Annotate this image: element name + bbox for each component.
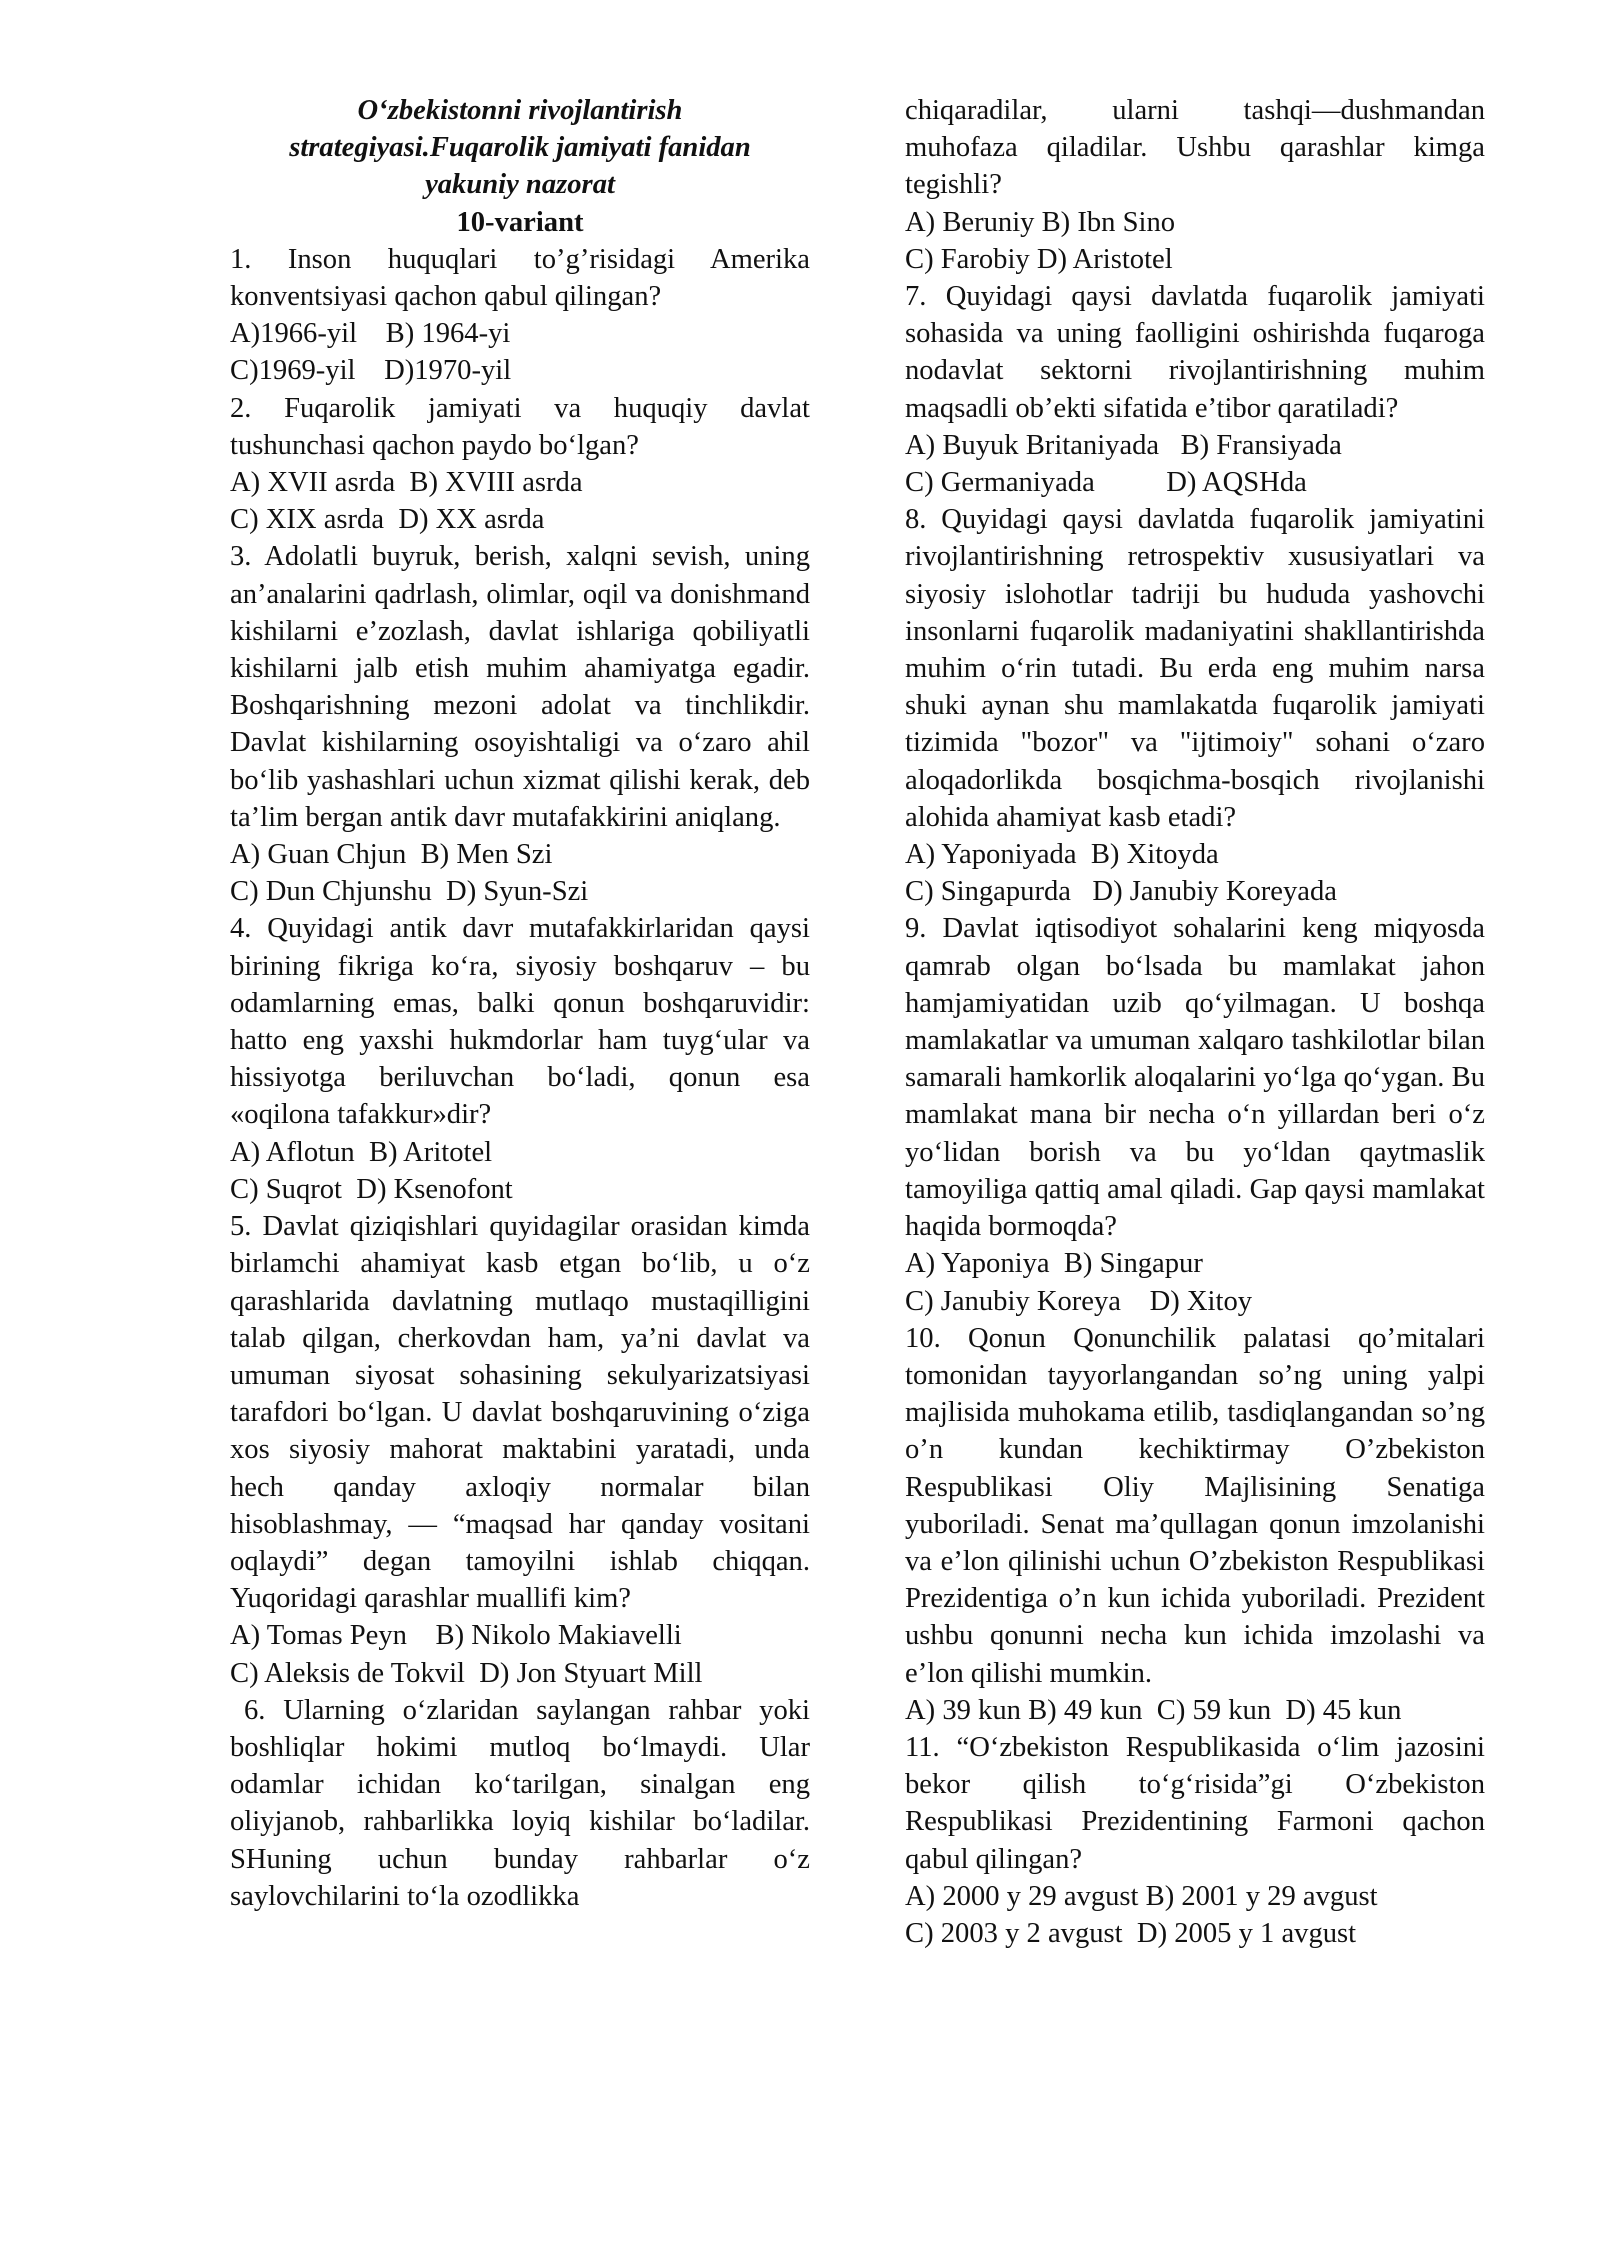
question-2-options-a-b: A) XVII asrda B) XVIII asrda bbox=[230, 467, 583, 499]
question-7-text: 7. Quyidagi qaysi davlatda fuqarolik jamiyati sohasida va uning faolligini oshirishda fuqaroga nodavlat sektorni rivojlantirishning muhim maqsadli ob’ekti sifatida e’tibor qaratiladi? bbox=[905, 281, 1485, 424]
question-8-options-c-d: C) Singapurda D) Janubiy Koreyada bbox=[905, 876, 1337, 908]
question-1-options-c-d: C)1969-yil D)1970-yil bbox=[230, 355, 512, 387]
question-10-options: A) 39 kun B) 49 kun C) 59 kun D) 45 kun bbox=[905, 1694, 1402, 1726]
question-4-options-a-b: A) Aflotun B) Aritotel bbox=[230, 1136, 493, 1168]
question-8-options-a-b: A) Yaponiyada B) Xitoyda bbox=[905, 839, 1219, 871]
left-column bbox=[230, 92, 810, 1915]
question-7-options-a-b: A) Buyuk Britaniyada B) Fransiyada bbox=[905, 429, 1342, 461]
question-11-options-a-b: A) 2000 y 29 avgust B) 2001 y 29 avgust bbox=[905, 1880, 1378, 1912]
question-3-text: 3. Adolatli buyruk, berish, xalqni sevish, uning an’analarini qadrlash, olimlar, oqil va donishmand kishilarni e’zozlash, davlat ishlariga qobiliyatli kishilarni jalb etish muhim ahamiyatga egadir. Boshqarishning mezoni adolat va tinchlikdir. Davlat kishilarning osoyishtaligi va o‘zaro ahil bo‘lib yashashlari uchun xizmat qilishi kerak, deb ta’lim bergan antik davr mutafakkirini aniqlang. bbox=[230, 541, 810, 833]
question-5-options-a-b: A) Tomas Peyn B) Nikolo Makiavelli bbox=[230, 1620, 682, 1652]
question-9-text: 9. Davlat iqtisodiyot sohalarini keng miqyosda qamrab olgan bo‘lsada bu mamlakat jahon hamjamiyatidan uzib qo‘yilmagan. U boshqa mamlakatlar va umuman xalqaro tashkilotlar bilan samarali hamkorlik aloqalarini yo‘lga qo‘ygan. Bu mamlakat mana bir necha o‘n yillardan beri o‘z yo‘lidan borish va bu yo‘ldan qaytmaslik tamoyiliga qattiq amal qiladi. Gap qaysi mamlakat haqida bormoqda? bbox=[905, 913, 1485, 1243]
question-10-text: 10. Qonun Qonunchilik palatasi qo’mitalari tomonidan tayyorlangandan so’ng uning yalpi majlisida muhokama etilib, tasdiqlangandan so’ng o’n kundan kechiktirmay O’zbekiston Respublikasi Oliy Majlisining Senatiga yuboriladi. Senat ma’qullagan qonun imzolanishi va e’lon qilinishi uchun O’zbekiston Respublikasi Prezidentiga o’n kun ichida yuboriladi. Prezident ushbu qonunni necha kun ichida imzolashi va e’lon qilishi mumkin. bbox=[905, 1322, 1485, 1689]
title-line-3: yakuniy nazorat bbox=[425, 169, 615, 201]
question-4-options-c-d: C) Suqrot D) Ksenofont bbox=[230, 1173, 513, 1205]
question-2-text: 2. Fuqarolik jamiyati va huquqiy davlat tushunchasi qachon paydo bo‘lgan? bbox=[230, 392, 810, 461]
question-6-options-c-d: C) Farobiy D) Aristotel bbox=[905, 243, 1173, 275]
question-1-options-a-b: A)1966-yil B) 1964-yi bbox=[230, 318, 511, 350]
question-5-options-c-d: C) Aleksis de Tokvil D) Jon Styuart Mill bbox=[230, 1657, 703, 1689]
question-6-text-part-1: 6. Ularning o‘zlaridan saylangan rahbar yoki boshliqlar hokimi mutloq bo‘lmaydi. Ular odamlar ichidan ko‘tarilgan, sinalgan eng oliyjanob, rahbarlikka loyiq kishilar bo‘ladilar. SHuning uchun bunday rahbarlar o‘z saylovchilarini to‘la ozodlikka bbox=[230, 1694, 810, 1912]
question-9-options-c-d: C) Janubiy Koreya D) Xitoy bbox=[905, 1285, 1253, 1317]
title-line-2: strategiyasi.Fuqarolik jamiyati fanidan bbox=[289, 132, 751, 164]
question-6-options-a-b: A) Beruniy B) Ibn Sino bbox=[905, 206, 1176, 238]
question-8-text: 8. Quyidagi qaysi davlatda fuqarolik jamiyatini rivojlantirishning retrospektiv xususiyatlari va siyosiy islohotlar tadriji bu hududa yashovchi insonlarni fuqarolik madaniyatini shakllantirishda muhim o‘rin tutadi. Bu erda eng muhim narsa shuki aynan shu mamlakatda fuqarolik jamiyati tizimida "bozor" va "ijtimoiy" sohani o‘zaro aloqadorlikda bosqichma-bosqich rivojlanishi alohida ahamiyat kasb etadi? bbox=[905, 504, 1485, 833]
question-11-options-c-d: C) 2003 y 2 avgust D) 2005 y 1 avgust bbox=[905, 1917, 1357, 1949]
question-4-text: 4. Quyidagi antik davr mutafakkirlaridan qaysi birining fikriga ko‘ra, siyosiy boshqaruv – bu odamlarning emas, balki qonun boshqaruvidir: hatto eng yaxshi hukmdorlar ham tuyg‘ular va hissiyotga beriluvchan bo‘ladi, qonun esa «oqilona tafakkur»dir? bbox=[230, 913, 810, 1131]
question-6-text-part-2: chiqaradilar, ularni tashqi—dushmandan muhofaza qiladilar. Ushbu qarashlar kimga tegishli? bbox=[905, 95, 1485, 201]
question-7-options-c-d: C) Germaniyada D) AQSHda bbox=[905, 467, 1307, 499]
question-2-options-c-d: C) XIX asrda D) XX asrda bbox=[230, 504, 545, 536]
question-5-text: 5. Davlat qiziqishlari quyidagilar orasidan kimda birlamchi ahamiyat kasb etgan bo‘lib, u o‘z qarashlarida davlatning mutlaqo mustaqilligini talab qilgan, cherkovdan ham, ya’ni davlat va umuman siyosat sohasining sekulyarizatsiyasi tarafdori bo‘lgan. U davlat boshqaruvining o‘ziga xos siyosiy mahorat maktabini yaratadi, unda hech qanday axloqiy normalar bilan hisoblashmay, — “maqsad har qanday vositani oqlaydi” degan tamoyilni ishlab chiqqan. Yuqoridagi qarashlar muallifi kim? bbox=[230, 1211, 810, 1615]
question-1-text: 1. Inson huquqlari to’g’risidagi Amerika konventsiyasi qachon qabul qilingan? bbox=[230, 243, 810, 313]
title-line-1: O‘zbekistonni rivojlantirish bbox=[357, 95, 683, 126]
question-3-options-a-b: A) Guan Chjun B) Men Szi bbox=[230, 839, 553, 871]
question-3-options-c-d: C) Dun Chjunshu D) Syun-Szi bbox=[230, 876, 589, 908]
question-11-text: 11. “O‘zbekiston Respublikasida o‘lim jazosini bekor qilish to‘g‘risida”gi O‘zbekiston Respublikasi Prezidentining Farmoni qachon qabul qilingan? bbox=[905, 1731, 1485, 1875]
right-column bbox=[905, 92, 1485, 1952]
question-9-options-a-b: A) Yaponiya B) Singapur bbox=[905, 1248, 1203, 1280]
variant-label: 10-variant bbox=[456, 206, 584, 238]
